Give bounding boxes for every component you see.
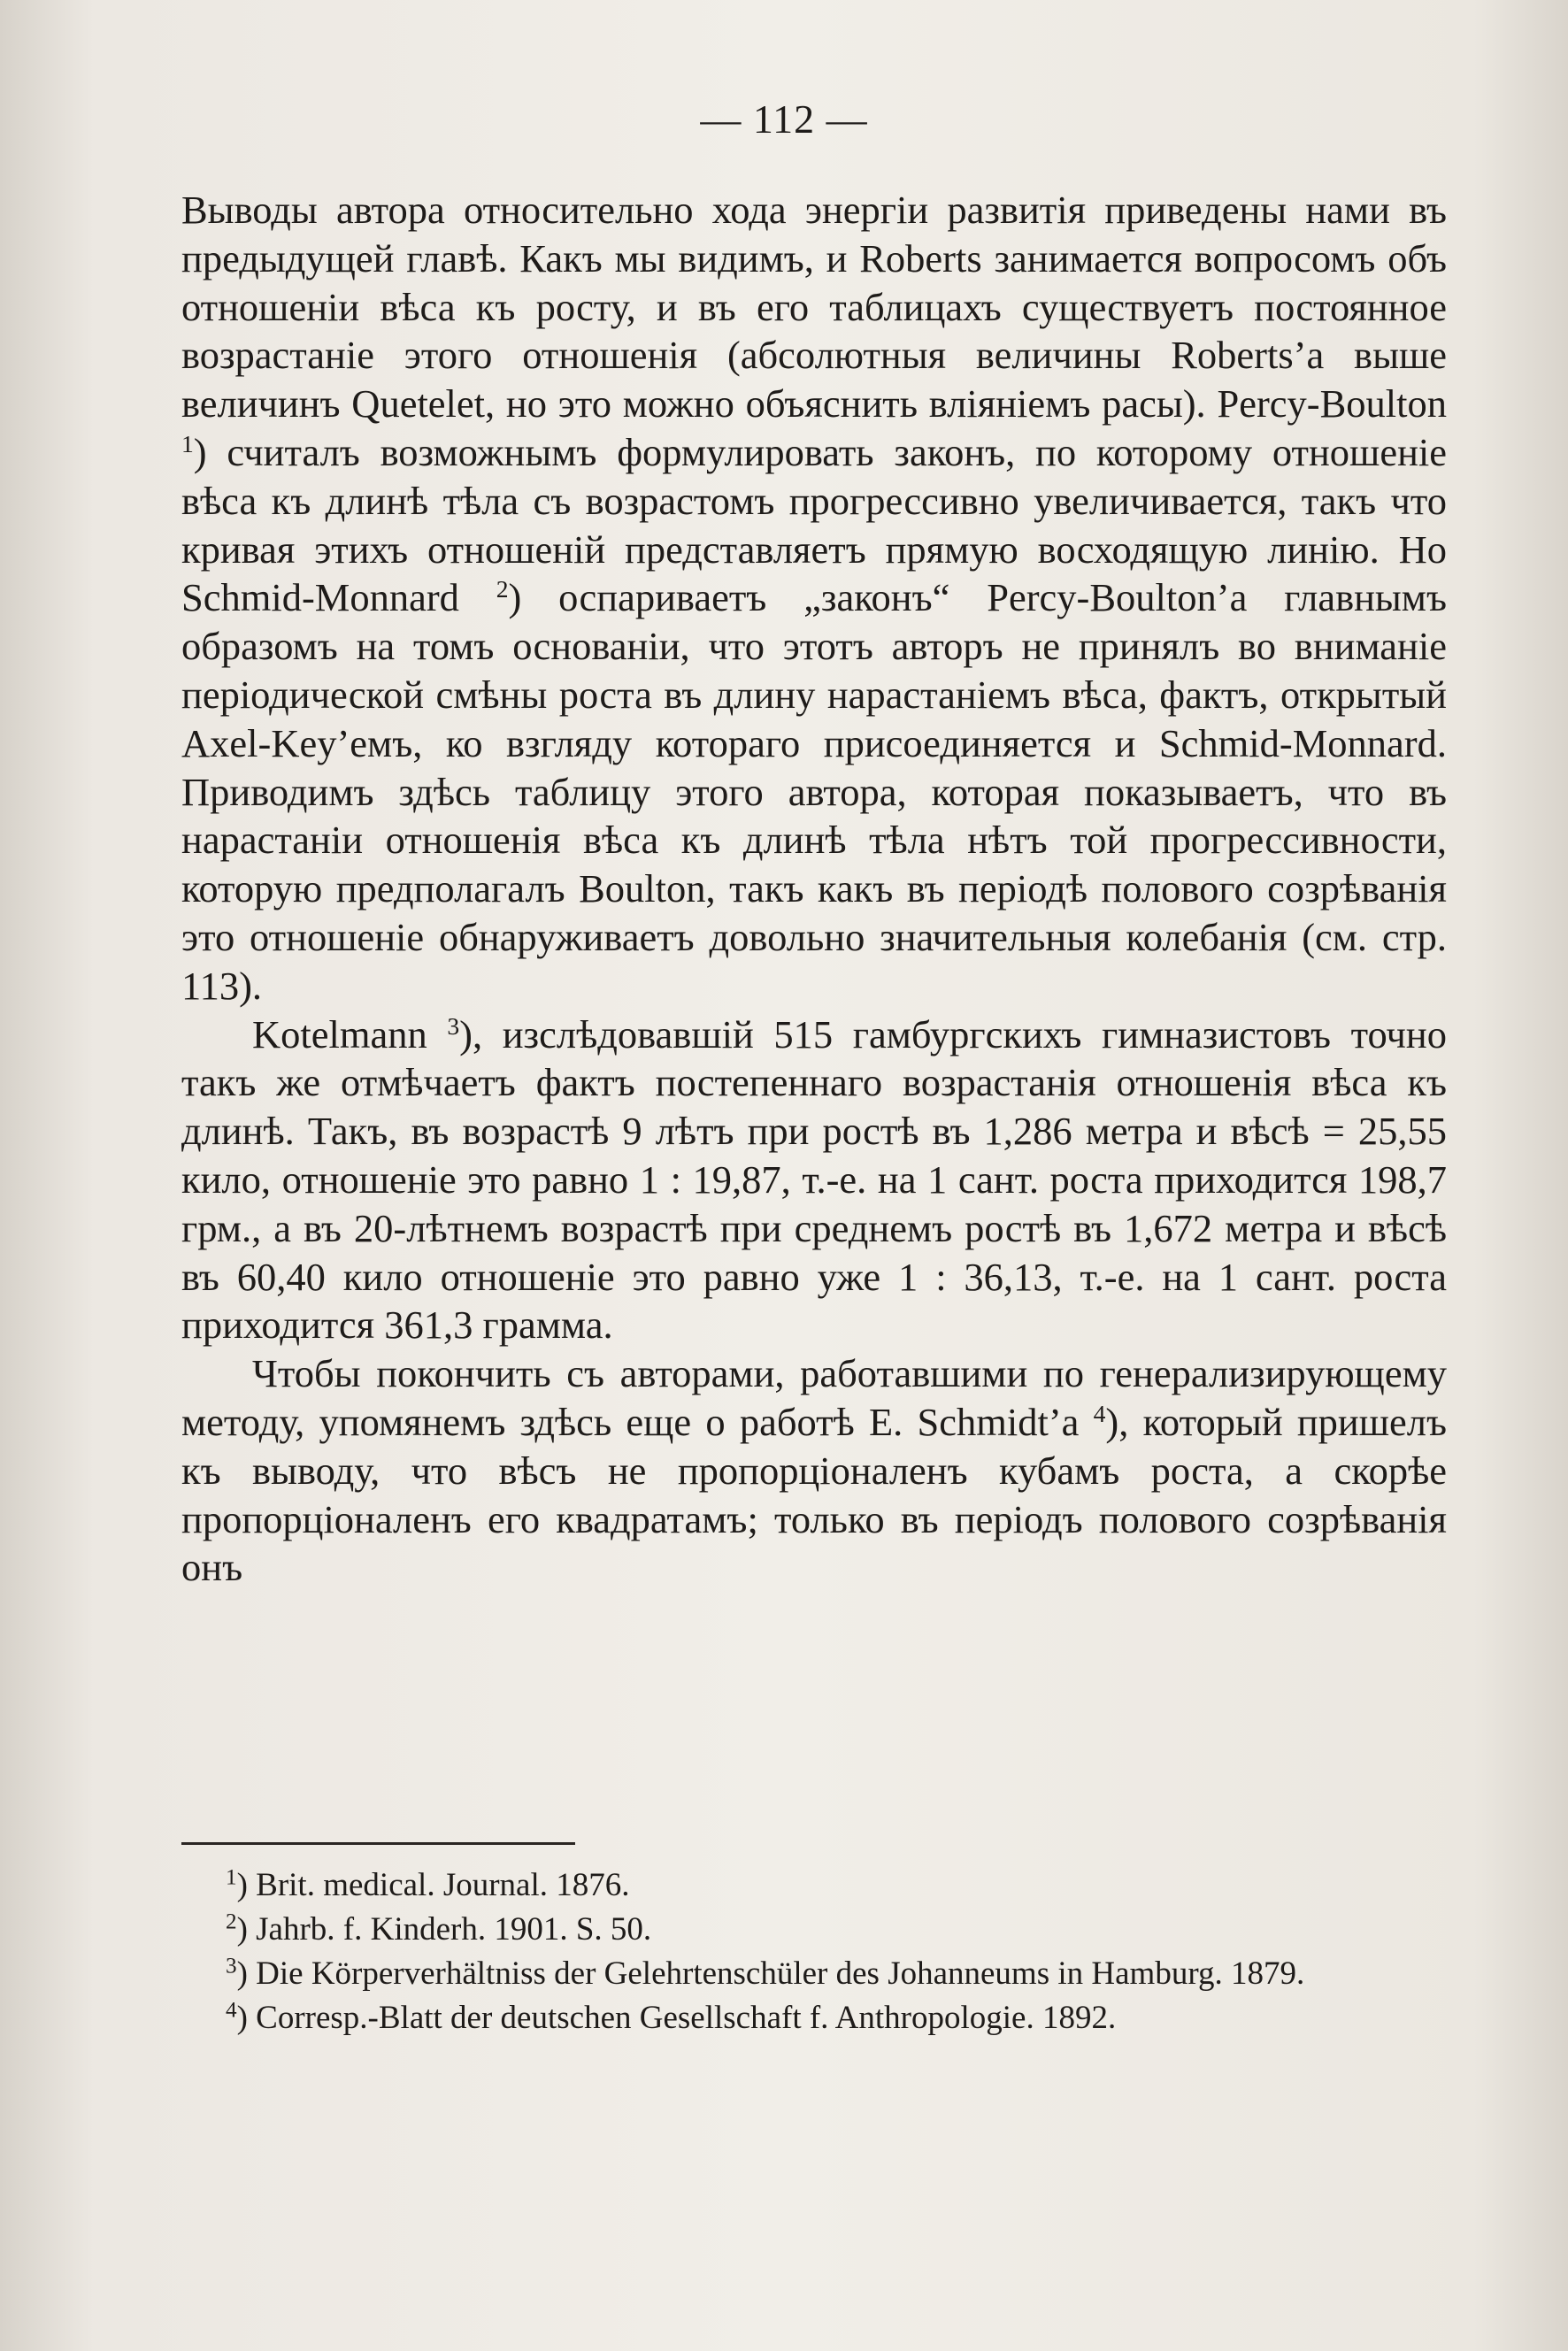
paragraph-text: ) считалъ возможнымъ формулировать законъ, по которому отношеніе вѣса къ длинѣ тѣла съ возрастомъ прогрессивно увеличивается, такъ что кривая этихъ отношеній представляетъ прямую восходящую линію. Но Schmid-Monnard (181, 429, 1447, 620)
footnote-reference: 4 (1093, 1399, 1106, 1427)
body-text (181, 186, 1447, 1592)
footnote-text: ) Die Körperverhältniss der Gelehrtenschüler des Johanneums in Hamburg. 1879. (236, 1955, 1305, 1992)
footnote (181, 1996, 1447, 2040)
footnote-divider (181, 1842, 575, 1845)
paragraph-text: Выводы автора относительно хода энергіи развитія приведены нами въ предыдущей главѣ. Какъ мы видимъ, и Roberts занимается вопросомъ объ отношеніи вѣса къ росту, и въ его таблицахъ существуетъ постоянное возрастаніе этого отношенія (абсолютныя величины Roberts’а выше величинъ Quetelet, но это можно объяснить вліяніемъ расы). Percy-Boulton (181, 188, 1447, 426)
footnote-number: 2 (226, 1909, 237, 1934)
paragraph-text: ) оспариваетъ „законъ“ Percy-Boulton’а главнымъ образомъ на томъ основаніи, что этотъ авторъ не принялъ во вниманіе періодической смѣны роста въ длину нарастаніемъ вѣса, фактъ, открытый Axel-Key’емъ, ко взгляду котораго присоединяется и Schmid-Monnard. Приводимъ здѣсь таблицу этого автора, которая показываетъ, что въ нарастаніи отношенія вѣса къ длинѣ тѣла нѣтъ той прогрессивности, которую предполагалъ Boulton, такъ какъ въ періодѣ полового созрѣванія это отношеніе обнаруживаетъ довольно значительныя колебанія (см. стр. 113). (181, 575, 1447, 1008)
footnote (181, 1863, 1447, 1908)
footnote-text: ) Corresp.-Blatt der deutschen Gesellschaft f. Anthropologie. 1892. (236, 2000, 1117, 2036)
footnote-reference: 1 (181, 429, 194, 457)
footnote-number: 3 (226, 1954, 237, 1978)
footnote-reference: 2 (496, 575, 509, 603)
footnotes (181, 1863, 1447, 2040)
paragraph (181, 186, 1447, 1010)
footnote (181, 1908, 1447, 1952)
footnote-number: 1 (226, 1865, 237, 1890)
footnote (181, 1952, 1447, 1996)
paragraph-text: ), который пришелъ къ выводу, что вѣсъ не пропорціоналенъ кубамъ роста, а скорѣе пропорціоналенъ его квадратамъ; только въ періодъ полового созрѣванія онъ (181, 1399, 1447, 1590)
footnote-text: ) Jahrb. f. Kinderh. 1901. S. 50. (236, 1911, 652, 1948)
paragraph-text: Чтобы покончить съ авторами, работавшими по генерализирующему методу, упомянемъ здѣсь еще о работѣ E. Schmidt’a (181, 1351, 1447, 1444)
paragraph (181, 1349, 1447, 1592)
page-number: — 112 — (700, 96, 868, 142)
paragraph-text: ), изслѣдовавшій 515 гамбургскихъ гимназистовъ точно такъ же отмѣчаетъ фактъ постепеннаго возрастанія отношенія вѣса къ длинѣ. Такъ, въ возрастѣ 9 лѣтъ при ростѣ въ 1,286 метра и вѣсѣ = 25,55 кило, отношеніе это равно 1 : 19,87, т.-е. на 1 сант. роста приходится 198,7 грм., а въ 20-лѣтнемъ возрастѣ при среднемъ ростѣ въ 1,672 метра и вѣсѣ въ 60,40 кило отношеніе это равно уже 1 : 36,13, т.-е. на 1 сант. роста приходится 361,3 грамма. (181, 1011, 1447, 1348)
paragraph (181, 1010, 1447, 1350)
footnote-text: ) Brit. medical. Journal. 1876. (236, 1867, 630, 1903)
paragraph-text: Kotelmann (252, 1011, 448, 1056)
footnote-reference: 3 (447, 1011, 460, 1040)
footnote-number: 4 (226, 1998, 237, 2023)
